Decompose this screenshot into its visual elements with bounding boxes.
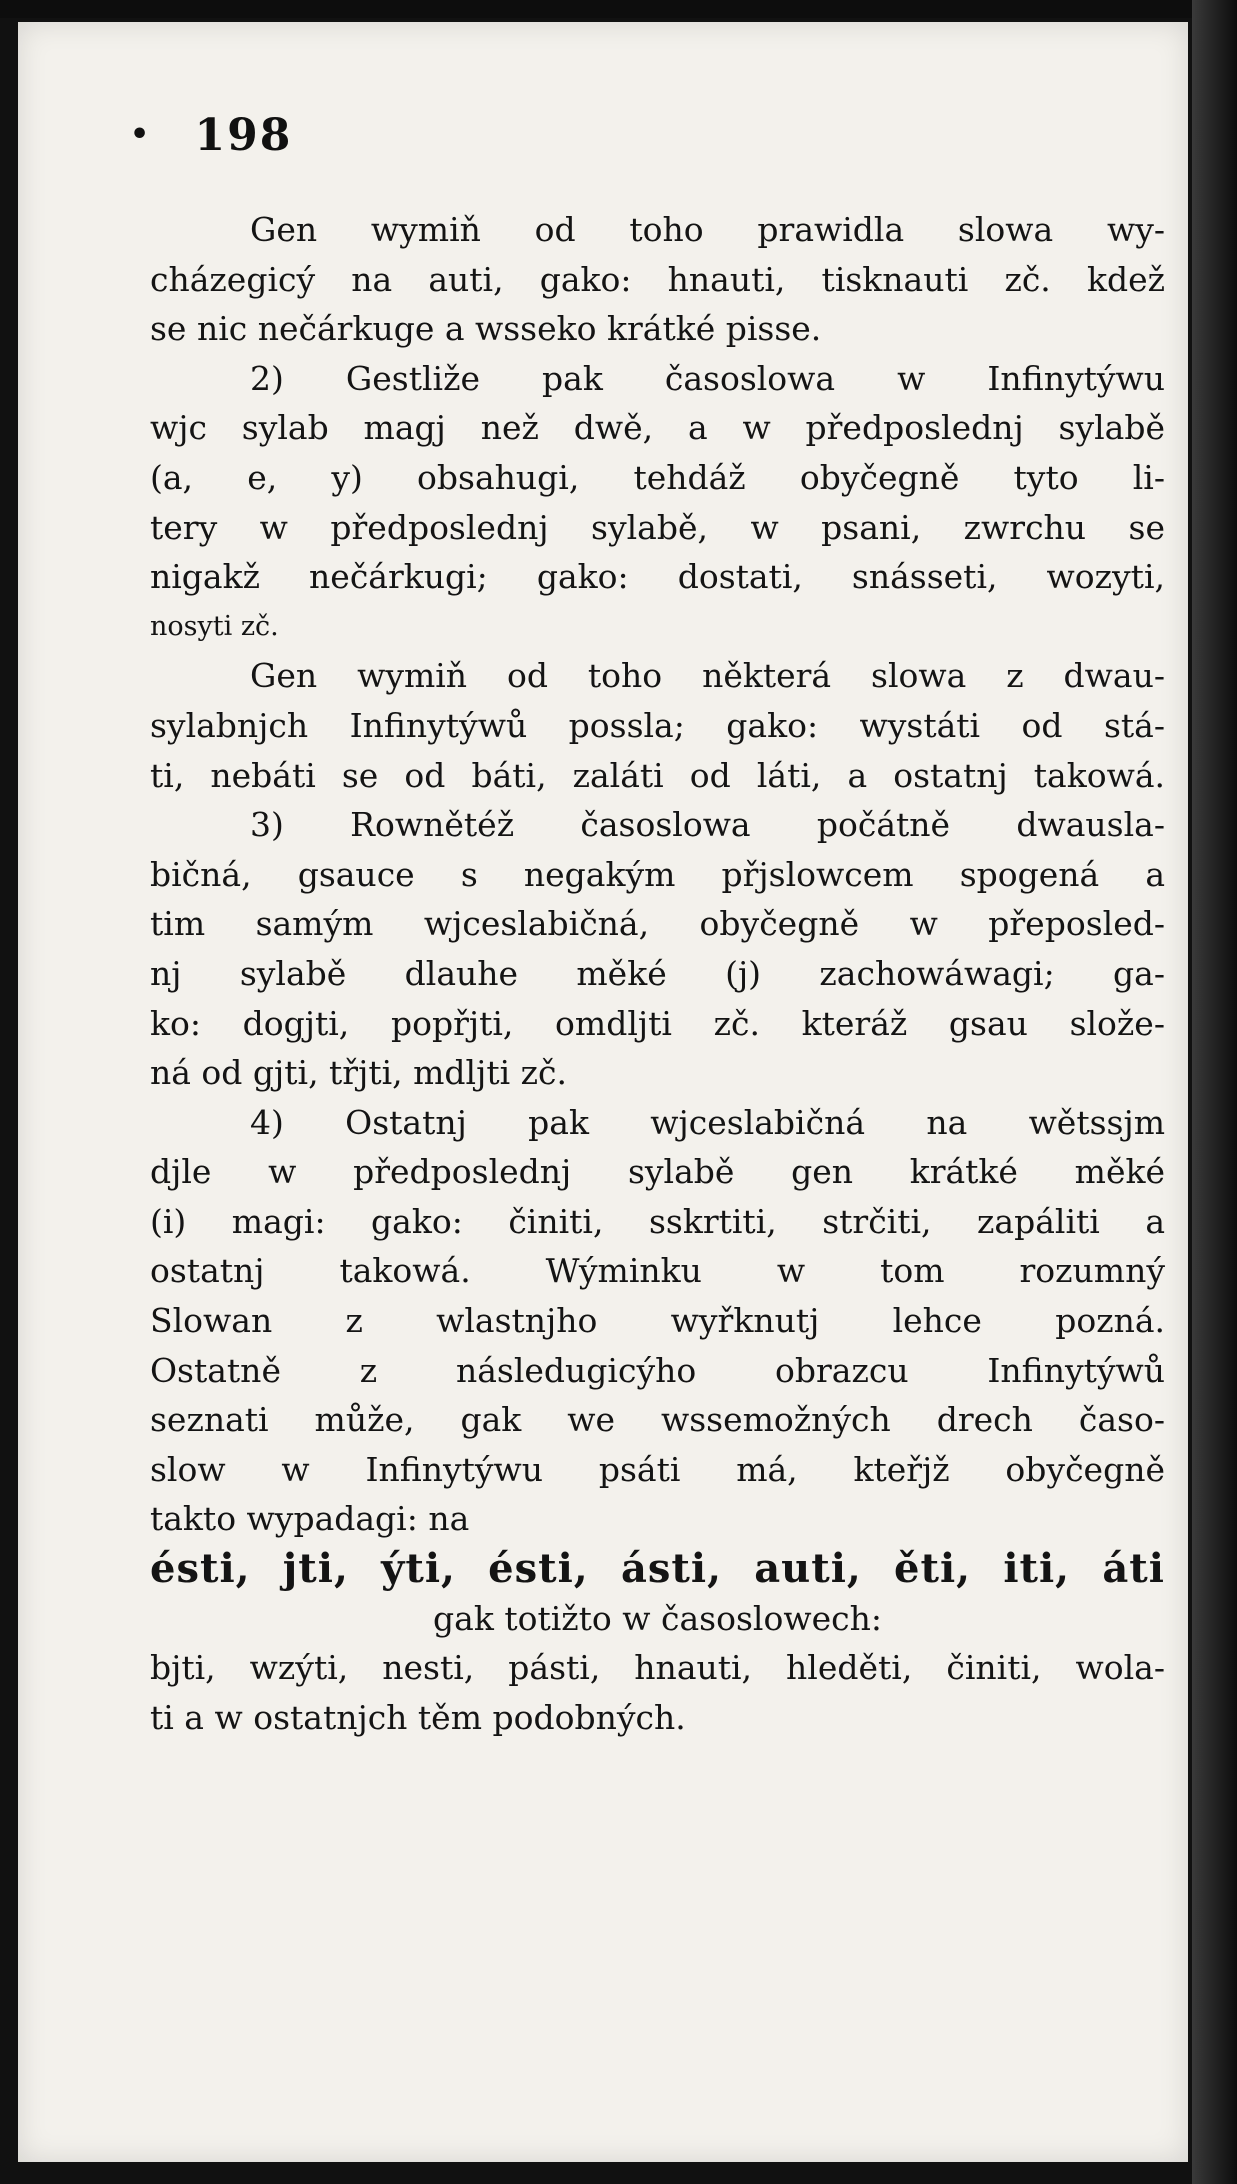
text-line: djle w předposlednj sylabě gen krátké měké <box>150 1152 1165 1192</box>
text-line: ná od gjti, třjti, mdljti zč. <box>150 1053 567 1093</box>
text-line: wjc sylab magj než dwě, a w předposlednj sylabě <box>150 408 1165 448</box>
ending: ýti, <box>381 1545 456 1593</box>
scan-top-edge <box>0 0 1237 18</box>
text-line: bičná, gsauce s negakým přjslowcem spogená a <box>150 854 1165 894</box>
ending: iti, <box>1003 1545 1071 1593</box>
text-line: 2) Gestliže pak časoslowa w Infinytýwu <box>250 358 1165 398</box>
book-spine-shadow <box>1192 0 1237 2184</box>
ending: ésti, <box>150 1545 251 1593</box>
text-line: se nic nečárkuge a wsseko krátké pisse. <box>150 309 822 349</box>
text-line: (i) magi: gako: činiti, sskrtiti, strčiti, zapáliti a <box>150 1201 1165 1241</box>
text-line: (a, e, y) obsahugi, tehdáž obyčegně tyto li- <box>150 457 1165 497</box>
text-line: Gen wymiň od toho prawidla slowa wy- <box>250 210 1165 249</box>
ending: ésti, <box>488 1545 589 1593</box>
examples-line: ti a w ostatnjch těm podobných. <box>150 1697 686 1737</box>
text-line: 4) Ostatnj pak wjceslabičná na wětssjm <box>250 1102 1165 1142</box>
text-line: Gen wymiň od toho některá slowa z dwau- <box>250 656 1165 696</box>
text-line: ostatnj takowá. Wýminku w tom rozumný <box>150 1251 1165 1291</box>
text-line: seznati může, gak we wssemožných drech časo- <box>150 1400 1165 1440</box>
text-line: 3) Rownětéž časoslowa počátně dwausla- <box>250 805 1165 845</box>
ending: ěti, <box>894 1545 972 1593</box>
text-line: slow w Infinytýwu psáti má, kteřjž obyčegně <box>150 1449 1165 1489</box>
ending: jti, <box>282 1545 349 1593</box>
text-line: Slowan z wlastnjho wyřknutj lehce pozná. <box>150 1301 1165 1341</box>
examples-line: bjti, wzýti, nesti, pásti, hnauti, hleděti, činiti, wola- <box>150 1648 1165 1688</box>
text-line: tim samým wjceslabičná, obyčegně w přeposled- <box>150 904 1165 944</box>
page-header <box>130 110 292 161</box>
text-line: takto wypadagi: na <box>150 1499 470 1539</box>
ending: auti, <box>754 1545 862 1593</box>
page-number: 198 <box>194 110 293 161</box>
text-line: Ostatně z následugicýho obrazcu Infinytýwů <box>150 1350 1165 1390</box>
text-line: nj sylabě dlauhe měké (j) zachowáwagi; ga- <box>150 953 1165 993</box>
text-line: ti, nebáti se od báti, zaláti od láti, a ostatnj takowá. <box>150 755 1165 795</box>
page-mark: • <box>130 117 152 152</box>
text-line: nosyti zč. <box>150 610 279 642</box>
infinitive-endings <box>150 1544 1165 1594</box>
text-line: sylabnjch Infinytýwů possla; gako: wystáti od stá- <box>150 705 1165 745</box>
text-line: nigakž nečárkugi; gako: dostati, snásseti, wozyti, <box>150 557 1165 597</box>
page-body <box>150 205 1165 1742</box>
ending: áti <box>1102 1545 1165 1593</box>
text-line: tery w předposlednj sylabě, w psani, zwrchu se <box>150 507 1165 547</box>
endings-caption: gak totižto w časoslowech: <box>433 1598 882 1638</box>
ending: ásti, <box>620 1545 722 1593</box>
text-line: cházegicý na auti, gako: hnauti, tisknauti zč. kdež <box>150 259 1165 299</box>
text-line: ko: dogjti, popřjti, omdljti zč. kteráž gsau slože- <box>150 1003 1165 1043</box>
